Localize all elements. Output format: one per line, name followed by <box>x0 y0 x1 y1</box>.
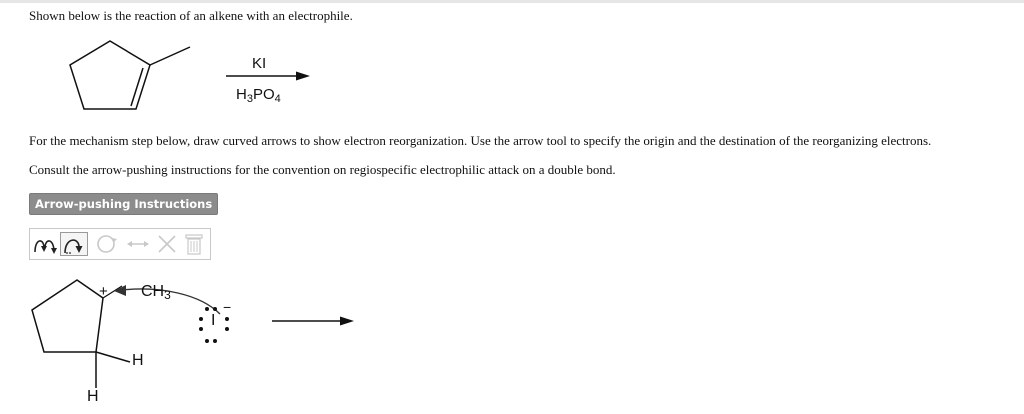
hydrogen-label-bottom: H <box>87 388 99 405</box>
positive-charge: + <box>99 283 108 300</box>
resize-icon[interactable] <box>124 232 152 256</box>
single-arrow-tool[interactable] <box>60 232 88 256</box>
reactant-structure <box>60 35 200 115</box>
double-arrow-tool[interactable] <box>32 232 58 256</box>
reagent-h3po4: $H_3PO_4$ <box>236 86 281 105</box>
reaction-arrow <box>226 70 312 82</box>
mechanism-arrow <box>272 315 358 327</box>
reagent-ki: KI <box>252 55 267 72</box>
question-intro: Shown below is the reaction of an alkene with an electrophile. <box>29 8 353 23</box>
hydrogen-label-right: H <box>132 352 144 369</box>
trash-icon[interactable] <box>182 232 206 256</box>
instruction-text-2: Consult the arrow-pushing instructions for the convention on regiospecific electrophilic attack on a double bond. <box>29 162 616 177</box>
arrow-pushing-instructions-button[interactable]: Arrow-pushing Instructions <box>29 193 218 215</box>
instruction-text-1: For the mechanism step below, draw curved arrows to show electron reorganization. Use the arrow tool to specify the origin and the destination of the reorganizing electrons. <box>29 133 932 148</box>
iodide-lone-pairs <box>196 306 236 346</box>
ring-tool[interactable] <box>92 232 122 256</box>
methyl-label: $CH_3$ <box>141 283 171 302</box>
arrow-toolbar <box>29 228 211 260</box>
close-icon[interactable] <box>154 232 180 256</box>
iodide-label: I <box>211 312 216 329</box>
top-divider <box>0 0 1024 3</box>
negative-charge: − <box>223 299 232 315</box>
